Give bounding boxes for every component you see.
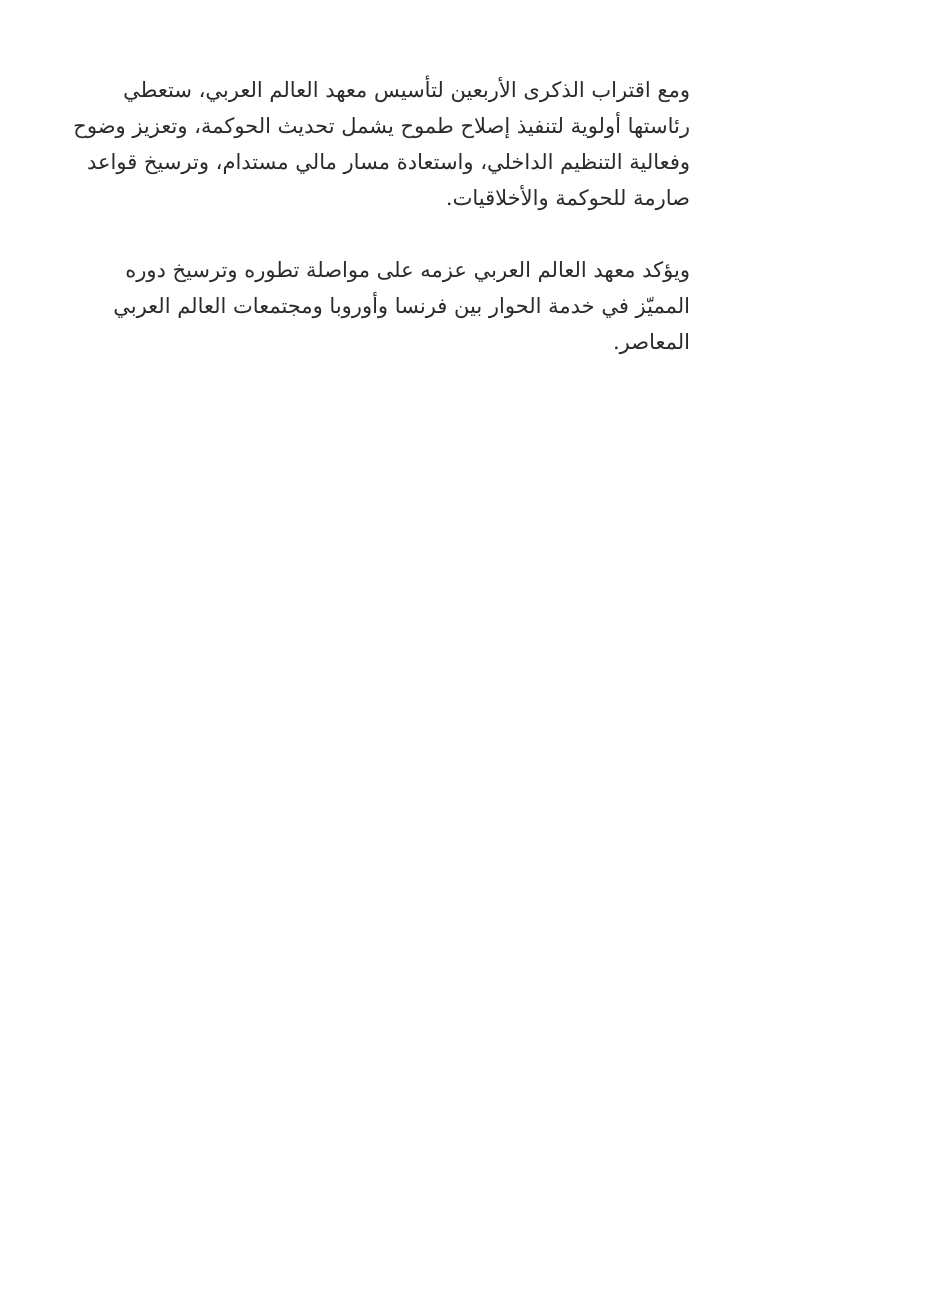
paragraph-reform-priorities: ومع اقتراب الذكرى الأربعين لتأسيس معهد العالم العربي، ستعطي رئاستها أولوية لتنفيذ إصلاح طموح يشمل تحديث الحوكمة، وتعزيز وضوح وفعالية التنظيم الداخلي، واستعادة مسار مالي مستدام، وترسيخ قواعد صارمة للحوكمة والأخلاقيات. xyxy=(73,78,690,210)
article-body xyxy=(70,72,690,360)
paragraph-institute-commitment: ويؤكد معهد العالم العربي عزمه على مواصلة تطوره وترسيخ دوره المميّز في خدمة الحوار بين فرنسا وأوروبا ومجتمعات العالم العربي المعاصر. xyxy=(113,258,690,354)
